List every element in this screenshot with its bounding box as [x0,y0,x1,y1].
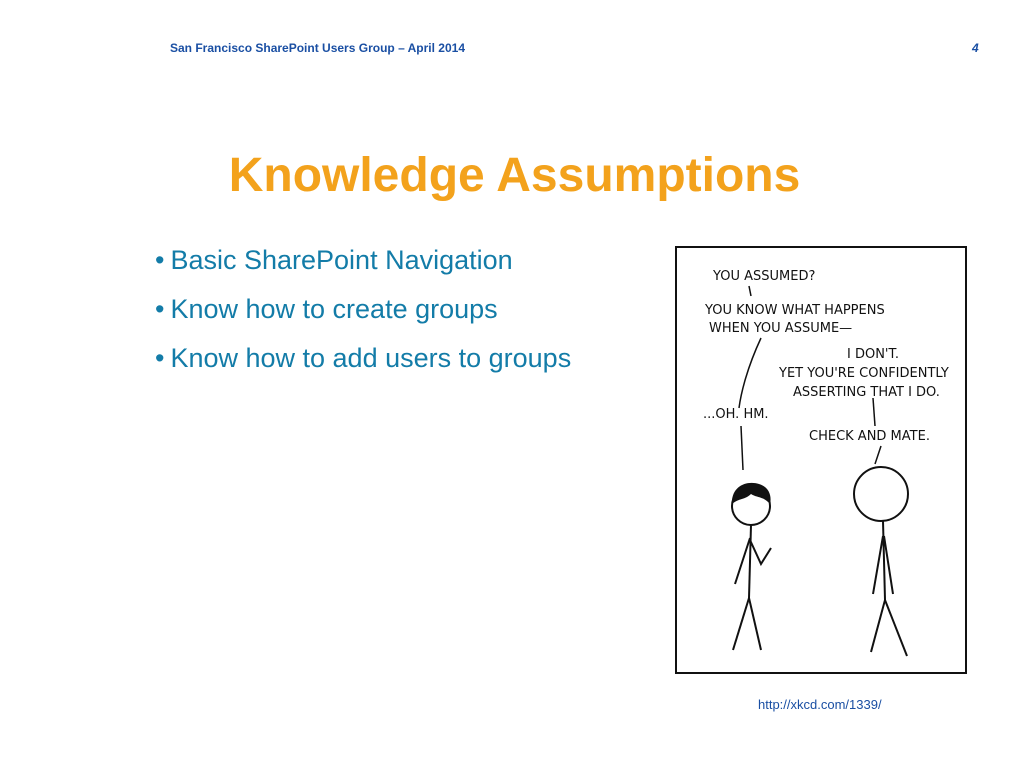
speech-line [739,338,761,408]
comic-line: YOU ASSUMED? [713,269,816,284]
bullet-list [155,240,571,387]
bullet-dot: • [155,245,165,275]
bullet-text: Know how to add users to groups [170,343,572,373]
speech-line [749,286,751,296]
bullet-item [155,240,571,289]
bullet-item [155,338,571,387]
left-stick-figure [732,483,771,650]
comic-line: YOU KNOW WHAT HAPPENS [705,303,885,318]
comic-line: CHECK AND MATE. [809,429,930,444]
comic-credit-link[interactable]: http://xkcd.com/1339/ [758,697,882,712]
speech-line [873,398,875,426]
bullet-text: Know how to create groups [170,294,498,324]
bullet-item [155,289,571,338]
comic-line: YET YOU'RE CONFIDENTLY [779,366,949,381]
right-stick-figure [854,467,908,656]
bullet-dot: • [155,294,165,324]
comic-drawing [677,248,965,672]
comic-line: ...OH. HM. [703,407,769,422]
comic-line: ASSERTING THAT I DO. [793,385,940,400]
comic-line: WHEN YOU ASSUME— [709,321,853,336]
speech-line [741,426,743,470]
page-number: 4 [972,41,979,55]
comic-line: I DON'T. [847,347,900,362]
slide-title: Knowledge Assumptions [228,149,801,202]
xkcd-comic-panel [675,246,967,674]
bullet-dot: • [155,343,165,373]
bullet-text: Basic SharePoint Navigation [170,245,513,275]
speech-line [875,446,881,464]
header-text: San Francisco SharePoint Users Group – April 2014 [170,41,465,55]
